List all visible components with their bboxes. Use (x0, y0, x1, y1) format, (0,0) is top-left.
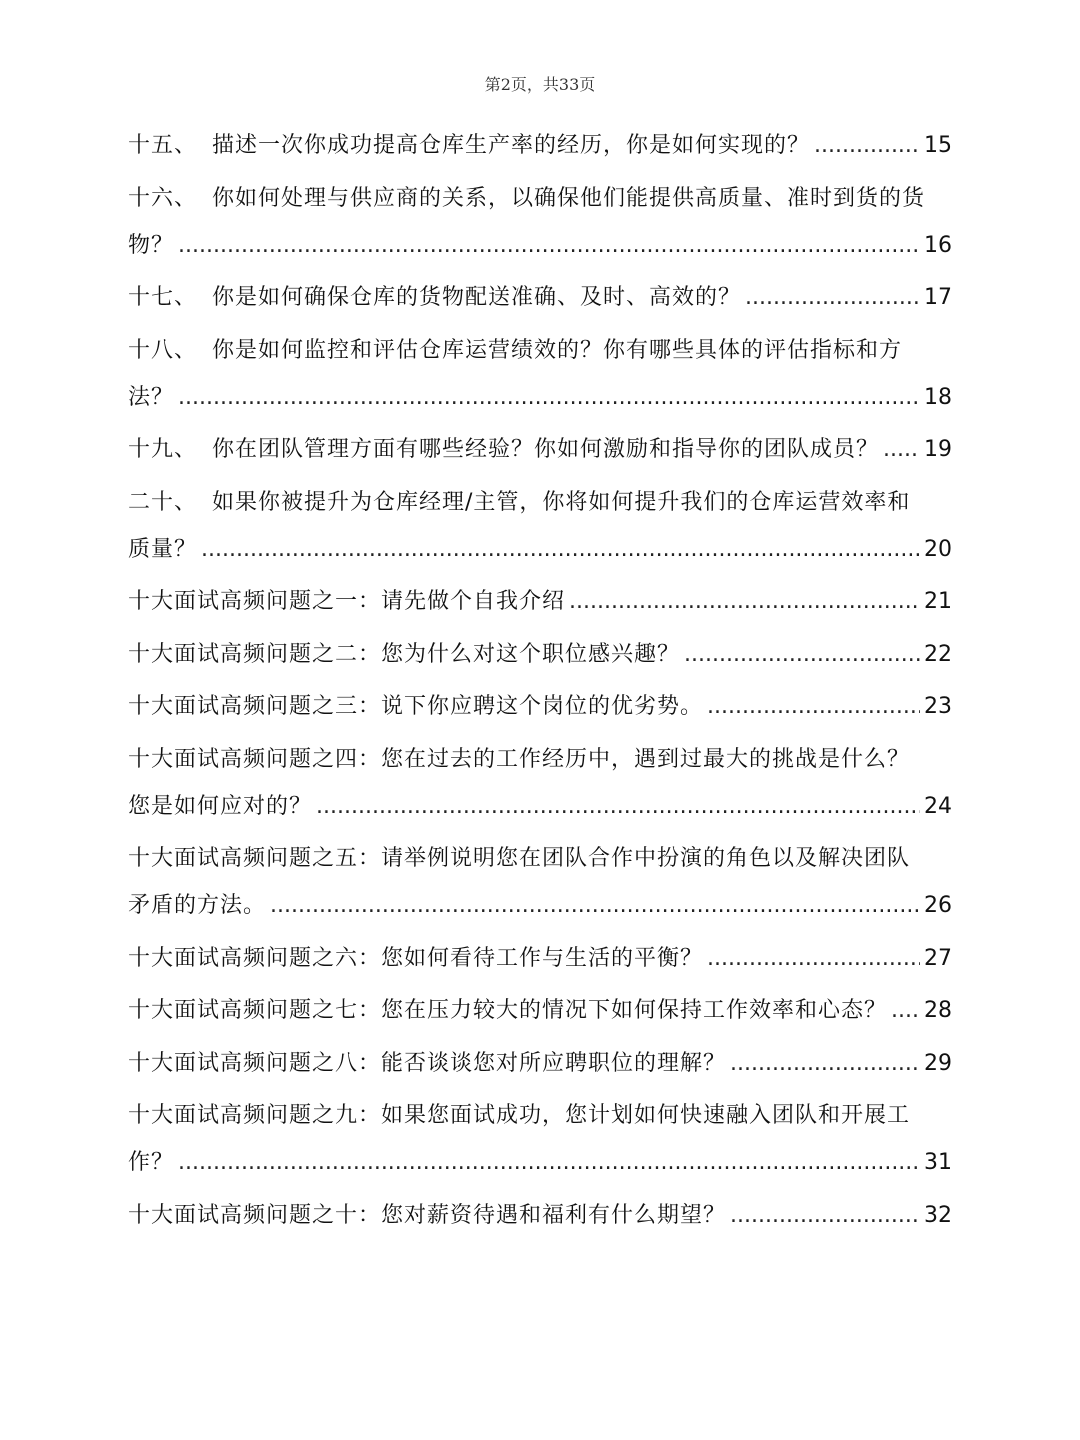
toc-entry-line (128, 1139, 952, 1186)
toc-entry-line (128, 1192, 952, 1239)
dot-leader (178, 222, 920, 269)
toc-entry-line (128, 736, 952, 783)
toc-entry-line (128, 882, 952, 929)
toc-entry[interactable] (128, 683, 952, 730)
dot-leader (178, 1139, 920, 1186)
toc-entry[interactable] (128, 122, 952, 169)
toc-entry-page-number: 17 (924, 285, 952, 310)
toc-entry-number: 二十、 (128, 489, 198, 515)
toc-entry-page-number: 22 (924, 641, 952, 667)
toc-entry-title: 你是如何确保仓库的货物配送准确、及时、高效的？ (212, 285, 742, 310)
toc-entry-line (128, 122, 952, 169)
toc-entry[interactable] (128, 175, 952, 269)
toc-entry-line (128, 987, 952, 1034)
toc-entry-line (128, 222, 952, 269)
toc-entry-line (128, 175, 952, 222)
toc-entry[interactable] (128, 835, 952, 929)
toc-entry-title: 十大面试高频问题之七：您在压力较大的情况下如何保持工作效率和心态？ (128, 998, 888, 1023)
toc-entry-title: 如果你被提升为仓库经理/主管，你将如何提升我们的仓库运营效率和 (212, 489, 911, 515)
toc-entry-line (128, 274, 952, 321)
dot-leader (707, 935, 920, 982)
dot-leader (883, 426, 920, 473)
dot-leader (201, 526, 920, 573)
toc-entry-line (128, 783, 952, 830)
toc-entry-title: 您是如何应对的？ (128, 793, 313, 819)
toc-entry-page-number: 29 (924, 1050, 952, 1076)
toc-entry-line (128, 426, 952, 473)
toc-entry-page-number: 32 (924, 1202, 952, 1228)
toc-entry[interactable] (128, 1040, 952, 1087)
toc-entry[interactable] (128, 935, 952, 982)
toc-entry-page-number: 23 (924, 694, 952, 719)
toc-entry-title: 法？ (128, 384, 175, 410)
toc-entry-page-number: 27 (924, 945, 952, 971)
toc-entry[interactable] (128, 987, 952, 1034)
toc-entry-line (128, 526, 952, 573)
toc-entry[interactable] (128, 274, 952, 321)
toc-entry-number: 十六、 (128, 185, 198, 211)
dot-leader (684, 631, 920, 678)
toc-entry-number: 十九、 (128, 437, 198, 462)
toc-entry-title: 十大面试高频问题之一：请先做个自我介绍 (128, 589, 566, 614)
toc-entry[interactable] (128, 327, 952, 421)
toc-entry-line (128, 1092, 952, 1139)
toc-entry-number: 十五、 (128, 133, 198, 158)
toc-entry[interactable] (128, 479, 952, 573)
toc-entry-line (128, 1040, 952, 1087)
toc-entry-title: 作？ (128, 1150, 175, 1175)
dot-leader (316, 783, 920, 830)
toc-entry[interactable] (128, 736, 952, 830)
dot-leader (745, 274, 920, 321)
toc-entry-page-number: 24 (924, 793, 952, 819)
toc-entry-title: 十大面试高频问题之九：如果您面试成功，您计划如何快速融入团队和开展工 (128, 1103, 911, 1128)
page-header: 第2页，共33页 (484, 75, 596, 94)
toc-entry-number: 十七、 (128, 285, 198, 310)
dot-leader (891, 987, 920, 1034)
toc-entry-title: 十大面试高频问题之五：请举例说明您在团队合作中扮演的角色以及解决团队 (128, 846, 911, 871)
toc-entry-line (128, 327, 952, 374)
dot-leader (730, 1192, 920, 1239)
toc-entry-page-number: 16 (924, 232, 952, 258)
toc-entry-title: 十大面试高频问题之十：您对薪资待遇和福利有什么期望？ (128, 1202, 727, 1228)
toc-entry-page-number: 28 (924, 998, 952, 1023)
toc-entry-page-number: 26 (924, 893, 952, 918)
dot-leader (178, 374, 920, 421)
toc-entry-title: 十大面试高频问题之六：您如何看待工作与生活的平衡？ (128, 945, 704, 971)
table-of-contents (128, 122, 952, 1244)
toc-entry-line (128, 374, 952, 421)
dot-leader (814, 122, 920, 169)
toc-entry-title: 你是如何监控和评估仓库运营绩效的？你有哪些具体的评估指标和方 (212, 337, 903, 363)
toc-entry-line (128, 479, 952, 526)
toc-entry-title: 质量？ (128, 536, 198, 562)
toc-entry-line (128, 835, 952, 882)
toc-entry[interactable] (128, 1192, 952, 1239)
toc-entry-page-number: 31 (924, 1150, 952, 1175)
toc-entry-page-number: 21 (924, 589, 952, 614)
toc-entry[interactable] (128, 631, 952, 678)
toc-entry-title: 物？ (128, 232, 175, 258)
toc-entry-line (128, 935, 952, 982)
toc-entry[interactable] (128, 426, 952, 473)
toc-entry-page-number: 15 (924, 133, 952, 158)
toc-entry[interactable] (128, 578, 952, 625)
toc-entry-page-number: 19 (924, 437, 952, 462)
toc-entry-title: 十大面试高频问题之八：能否谈谈您对所应聘职位的理解？ (128, 1050, 727, 1076)
toc-entry-page-number: 18 (924, 384, 952, 410)
toc-entry-title: 你如何处理与供应商的关系，以确保他们能提供高质量、准时到货的货 (212, 185, 926, 211)
toc-entry-title: 你在团队管理方面有哪些经验？你如何激励和指导你的团队成员？ (212, 437, 880, 462)
toc-entry-line (128, 631, 952, 678)
toc-entry-title: 十大面试高频问题之三：说下你应聘这个岗位的优劣势。 (128, 694, 704, 719)
toc-entry-title: 描述一次你成功提高仓库生产率的经历，你是如何实现的？ (212, 133, 811, 158)
dot-leader (730, 1040, 920, 1087)
dot-leader (270, 882, 920, 929)
toc-entry-line (128, 578, 952, 625)
dot-leader (707, 683, 920, 730)
toc-entry-page-number: 20 (924, 536, 952, 562)
toc-entry-line (128, 683, 952, 730)
toc-entry-number: 十八、 (128, 337, 198, 363)
toc-entry[interactable] (128, 1092, 952, 1186)
toc-entry-title: 十大面试高频问题之二：您为什么对这个职位感兴趣？ (128, 641, 681, 667)
dot-leader (569, 578, 920, 625)
toc-entry-title: 矛盾的方法。 (128, 893, 267, 918)
toc-entry-title: 十大面试高频问题之四：您在过去的工作经历中，遇到过最大的挑战是什么？ (128, 746, 911, 772)
